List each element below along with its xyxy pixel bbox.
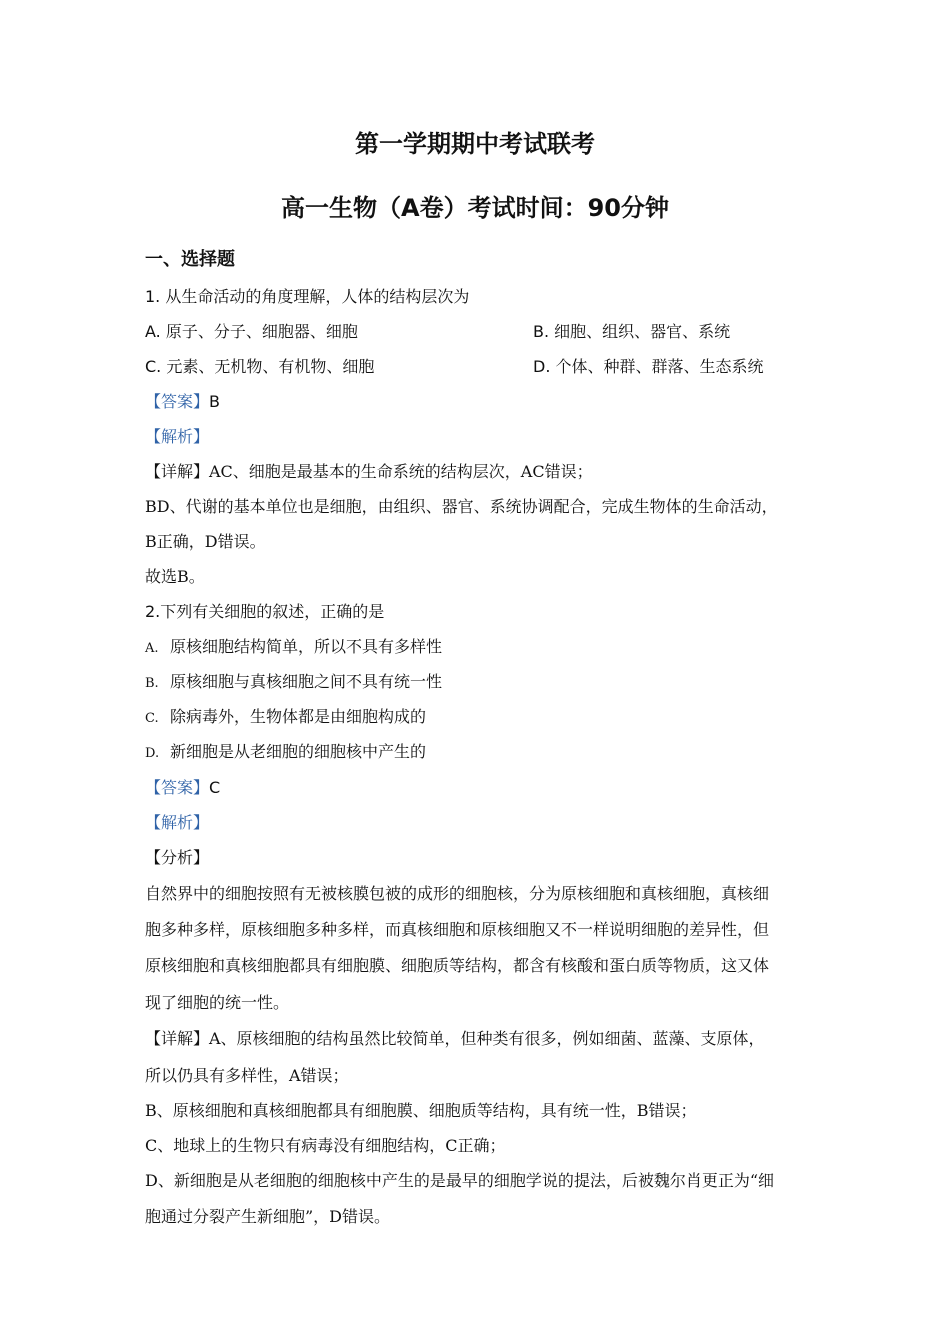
answer-label: 【答案】 [145,778,210,797]
q2-detail-line: 所以仍具有多样性，A错误； [145,1066,349,1085]
q2-detail-line: B、原核细胞和真核细胞都具有细胞膜、细胞质等结构，具有统一性，B错误； [145,1101,697,1120]
q2-option-a [145,634,442,657]
q1-stem: 1. 从生命活动的角度理解，人体的结构层次为 [145,287,470,306]
option-letter: C. [145,711,159,726]
q1-option-a: A. 原子、分子、细胞器、细胞 [145,322,358,341]
q2-detail-line: 胞通过分裂产生新细胞”，D错误。 [145,1207,391,1226]
q2-detail-line: 【详解】A、原核细胞的结构虽然比较简单，但种类有很多，例如细菌、蓝藻、支原体， [145,1029,765,1048]
q2-detail-line: D、新细胞是从老细胞的细胞核中产生的是最早的细胞学说的提法，后被魏尔肖更正为“细 [145,1171,775,1190]
option-letter: B. [145,676,159,691]
exam-title: 第一学期期中考试联考 [355,130,595,158]
q2-stem: 2.下列有关细胞的叙述，正确的是 [145,602,385,621]
q2-option-c [145,704,426,727]
answer-value: C [209,778,221,797]
q2-analysis-label: 【解析】 [145,813,210,832]
q1-detail-line: 故选B。 [145,567,205,586]
q1-detail-line: BD、代谢的基本单位也是细胞，由组织、器官、系统协调配合，完成生物体的生命活动， [145,497,778,516]
q2-fenxi-line: 原核细胞和真核细胞都具有细胞膜、细胞质等结构，都含有核酸和蛋白质等物质，这又体 [145,956,770,975]
option-text: 原核细胞结构简单，所以不具有多样性 [170,637,443,656]
option-letter: D. [145,746,160,761]
q2-answer [145,775,220,798]
q1-detail-line: B正确，D错误。 [145,532,266,551]
section-heading: 一、选择题 [145,249,235,270]
answer-value: B [209,392,220,411]
q1-option-c: C. 元素、无机物、有机物、细胞 [145,357,375,376]
q2-detail-line: C、地球上的生物只有病毒没有细胞结构，C正确； [145,1136,506,1155]
q2-fenxi-line: 胞多种多样，原核细胞多种多样，而真核细胞和原核细胞又不一样说明细胞的差异性，但 [145,920,770,939]
exam-subtitle: 高一生物（A卷）考试时间：90分钟 [281,194,669,222]
q2-fenxi-label: 【分析】 [145,848,210,867]
q2-fenxi-line: 现了细胞的统一性。 [145,993,290,1012]
q1-answer [145,389,220,412]
q2-option-d [145,739,426,762]
option-text: 新细胞是从老细胞的细胞核中产生的 [170,742,427,761]
answer-label: 【答案】 [145,392,210,411]
q1-option-b: B. 细胞、组织、器官、系统 [533,322,731,341]
q1-option-d: D. 个体、种群、群落、生态系统 [533,357,764,376]
q2-option-b [145,669,442,692]
option-letter: A. [145,641,159,656]
option-text: 原核细胞与真核细胞之间不具有统一性 [170,672,443,691]
option-text: 除病毒外，生物体都是由细胞构成的 [170,707,427,726]
q2-fenxi-line: 自然界中的细胞按照有无被核膜包被的成形的细胞核，分为原核细胞和真核细胞，真核细 [145,884,770,903]
q1-detail-line: 【详解】AC、细胞是最基本的生命系统的结构层次，AC错误； [145,462,593,481]
q1-analysis-label: 【解析】 [145,427,210,446]
